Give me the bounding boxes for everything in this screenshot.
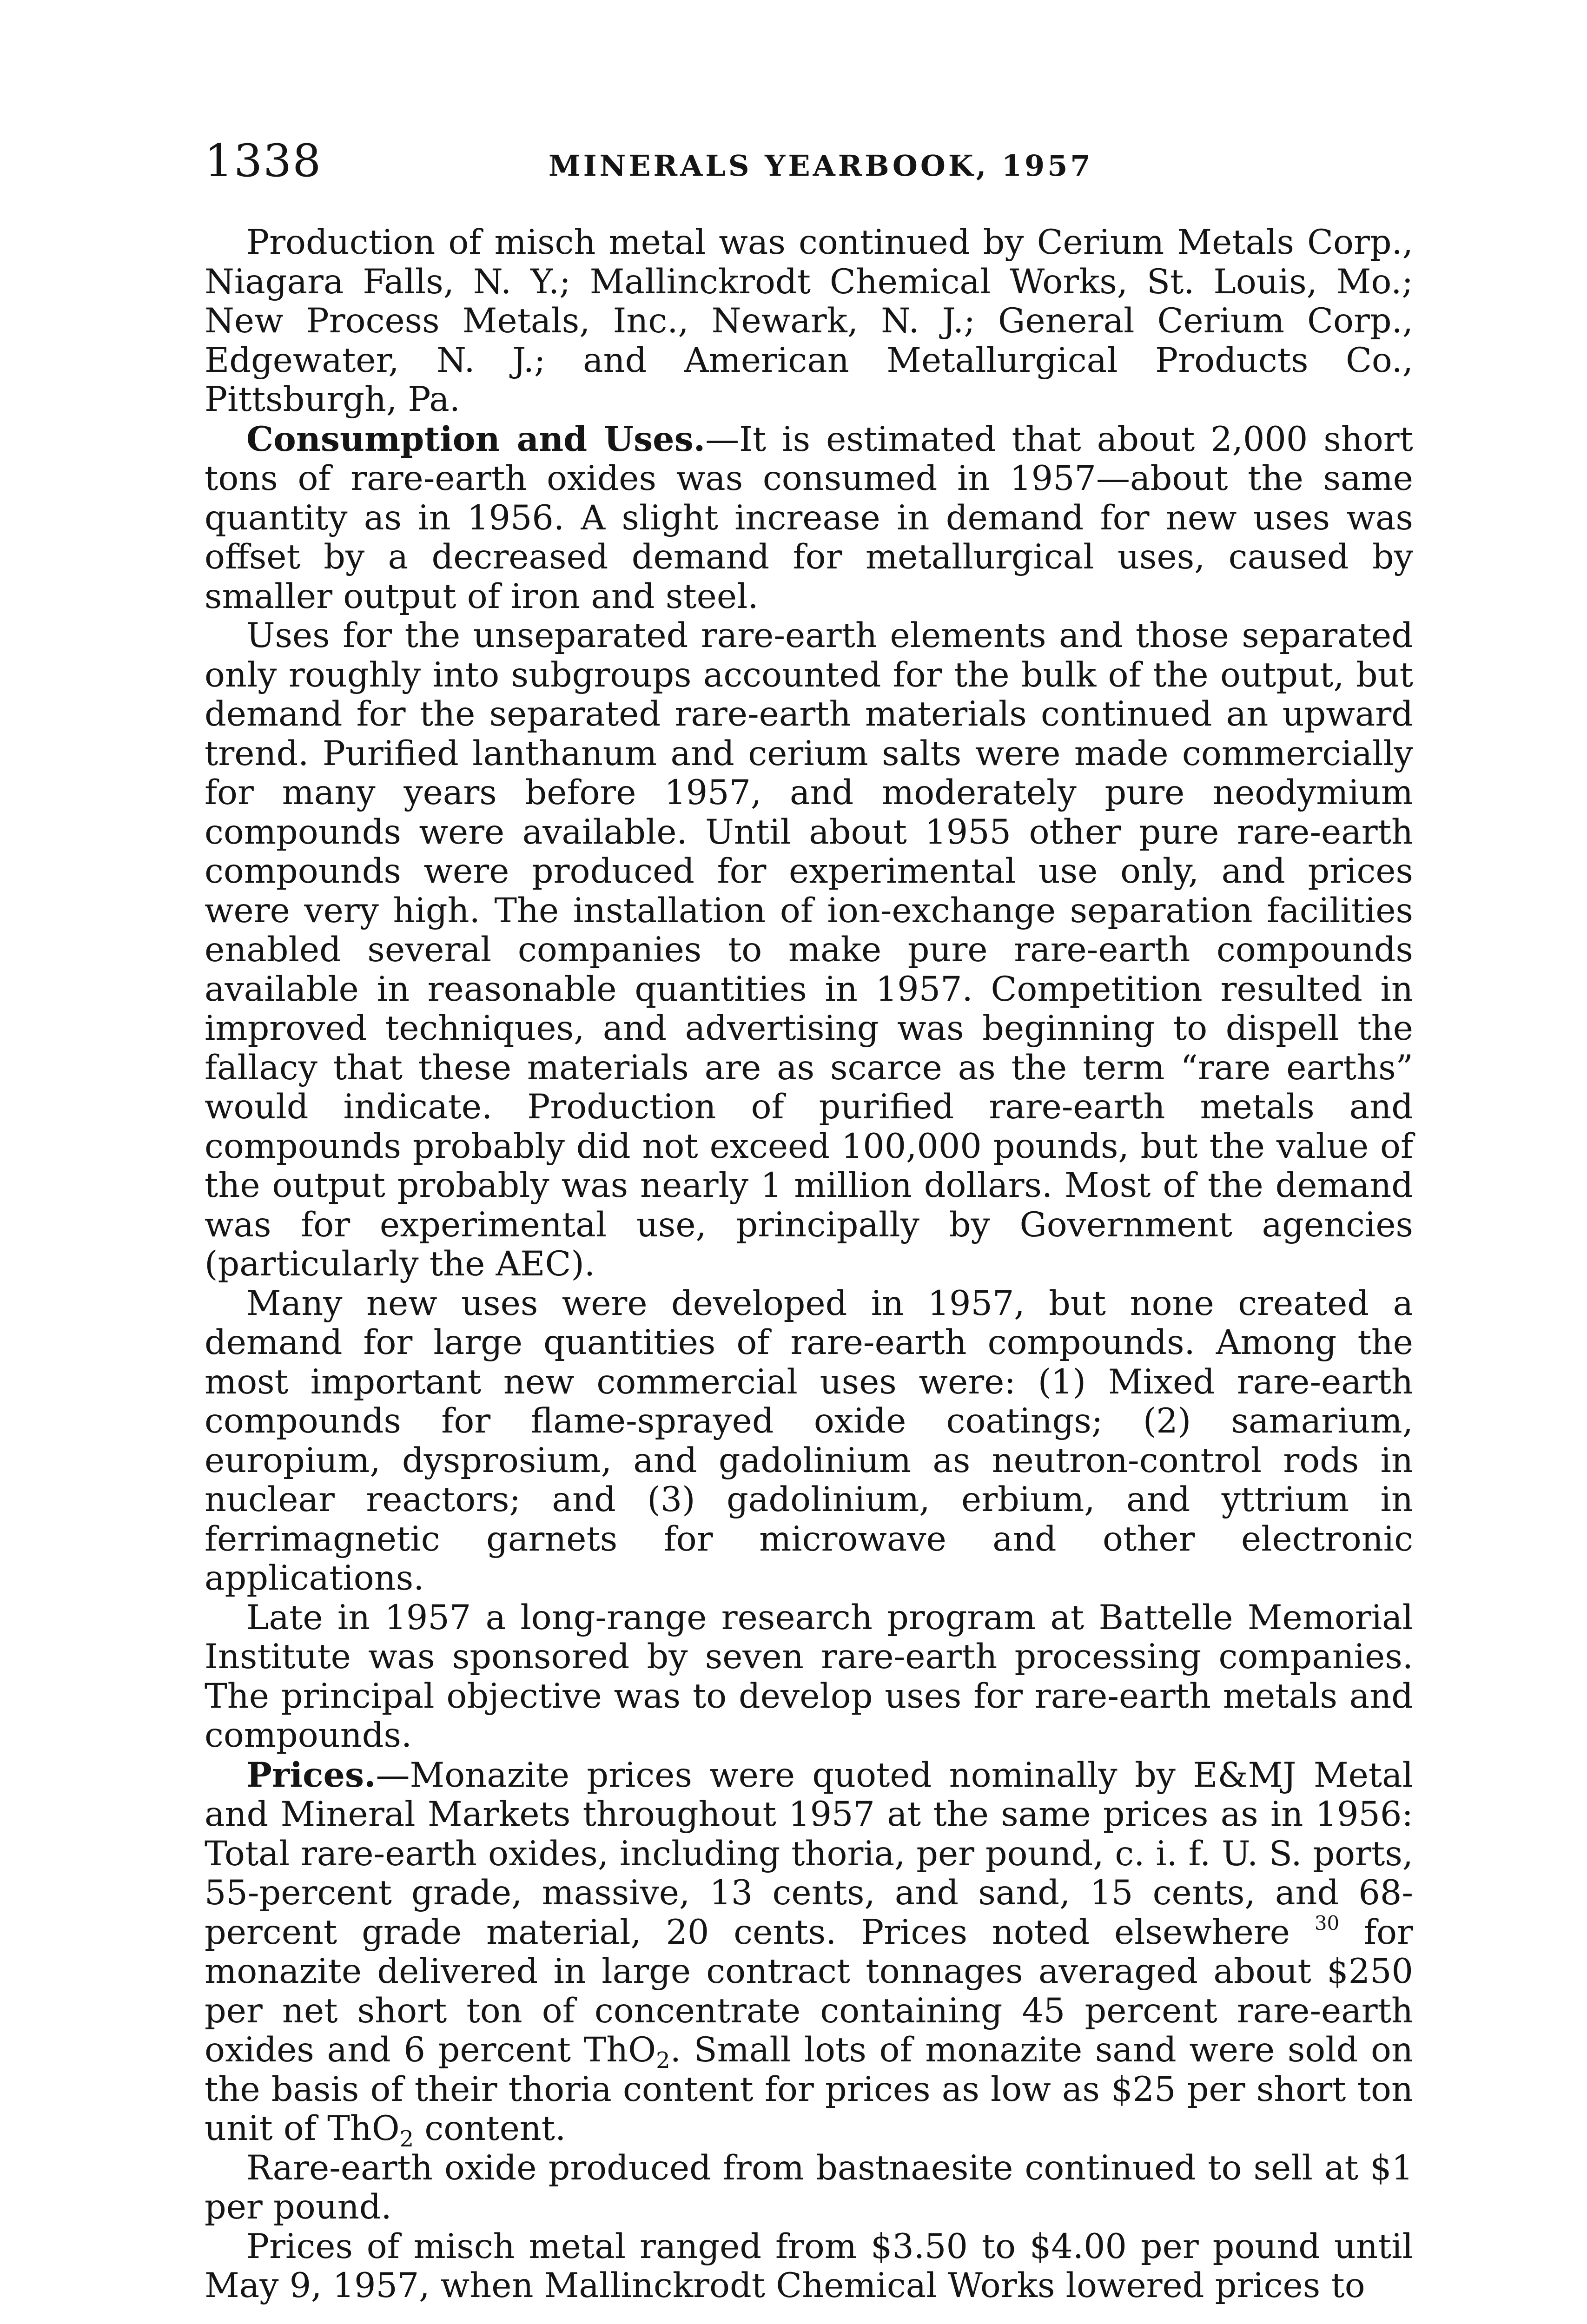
footnote-reference: 30 [1314, 1911, 1340, 1934]
prices-text-b: for monazite delivered in large contract tonnages averaged about $250 per net short ton of concentrate containing 45 percent rare-earth oxides and 6 percent ThO [205, 1912, 1413, 2070]
paragraph-misch-metal-prices: Prices of misch metal ranged from $3.50 to $4.00 per pound until May 9, 1957, when Mallinckrodt Chemical Works lowered prices to [205, 2226, 1413, 2305]
paragraph-consumption-and-uses [205, 420, 1413, 617]
subscript-2: 2 [656, 2047, 670, 2073]
paragraph-battelle-research: Late in 1957 a long-range research program at Battelle Memorial Institute was sponsored by seven rare-earth processing companies. The principal objective was to develop uses for rare-earth metals and compounds. [205, 1598, 1413, 1755]
paragraph-misch-metal-producers: Production of misch metal was continued by Cerium Metals Corp., Niagara Falls, N. Y.; Mallinckrodt Chemical Works, St. Louis, Mo.; New Process Metals, Inc., Newark, N. J.; General Cerium Corp., Edgewater, N. J.; and American Metallurgical Products Co., Pittsburgh, Pa. [205, 223, 1413, 419]
page-header [205, 135, 1432, 191]
prices-text-c: . Small lots of monazite sand were sold on the basis of their thoria content for prices as low as $25 per short ton unit of ThO [205, 2030, 1413, 2148]
running-title: MINERALS YEARBOOK, 1957 [549, 149, 1093, 183]
paragraph-consumption-text: —It is estimated that about 2,000 short tons of rare-earth oxides was consumed in 1957—about the same quantity as in 1956. A slight increase in demand for new uses was offset by a decreased demand for metallurgical uses, caused by smaller output of iron and steel. [205, 419, 1413, 616]
section-head-prices: Prices. [246, 1755, 376, 1795]
paragraph-separated-uses: Uses for the unseparated rare-earth elements and those separated only roughly into subgroups accounted for the bulk of the output, but demand for the separated rare-earth materials continued an upward trend. Purified lanthanum and cerium salts were made commercially for many years before 1957, and moderately pure neodymium compounds were available. Until about 1955 other pure rare-earth compounds were produced for experimental use only, and prices were very high. The installation of ion-exchange separation facilities enabled several companies to make pure rare-earth compounds available in reasonable quantities in 1957. Competition resulted in improved techniques, and advertising was beginning to dispell the fallacy that these materials are as scarce as the term “rare earths” would indicate. Production of purified rare-earth metals and compounds probably did not exceed 100,000 pounds, but the value of the output probably was nearly 1 million dollars. Most of the demand was for experimental use, principally by Government agencies (particularly the AEC). [205, 616, 1413, 1284]
subscript-2: 2 [399, 2126, 414, 2152]
page-number: 1338 [205, 135, 322, 187]
body-text [205, 223, 1413, 2306]
paragraph-prices [205, 1755, 1413, 2152]
paragraph-bastnaesite: Rare-earth oxide produced from bastnaesite continued to sell at $1 per pound. [205, 2148, 1413, 2227]
prices-text-a: —Monazite prices were quoted nominally by E&MJ Metal and Mineral Markets throughout 1957 at the same prices as in 1956: Total rare-earth oxides, including thoria, per pound, c. i. f. U. S. ports, 55-percent grade, massive, 13 cents, and sand, 15 cents, and 68-percent grade material, 20 cents. Prices noted elsewhere [205, 1755, 1413, 1952]
paragraph-new-uses: Many new uses were developed in 1957, but none created a demand for large quantities of rare-earth compounds. Among the most important new commercial uses were: (1) Mixed rare-earth compounds for flame-sprayed oxide coatings; (2) samarium, europium, dysprosium, and gadolinium as neutron-control rods in nuclear reactors; and (3) gadolinium, erbium, and yttrium in ferrimagnetic garnets for microwave and other electronic applications. [205, 1283, 1413, 1598]
section-head-consumption: Consumption and Uses. [246, 419, 706, 459]
prices-text-d: content. [414, 2109, 566, 2148]
